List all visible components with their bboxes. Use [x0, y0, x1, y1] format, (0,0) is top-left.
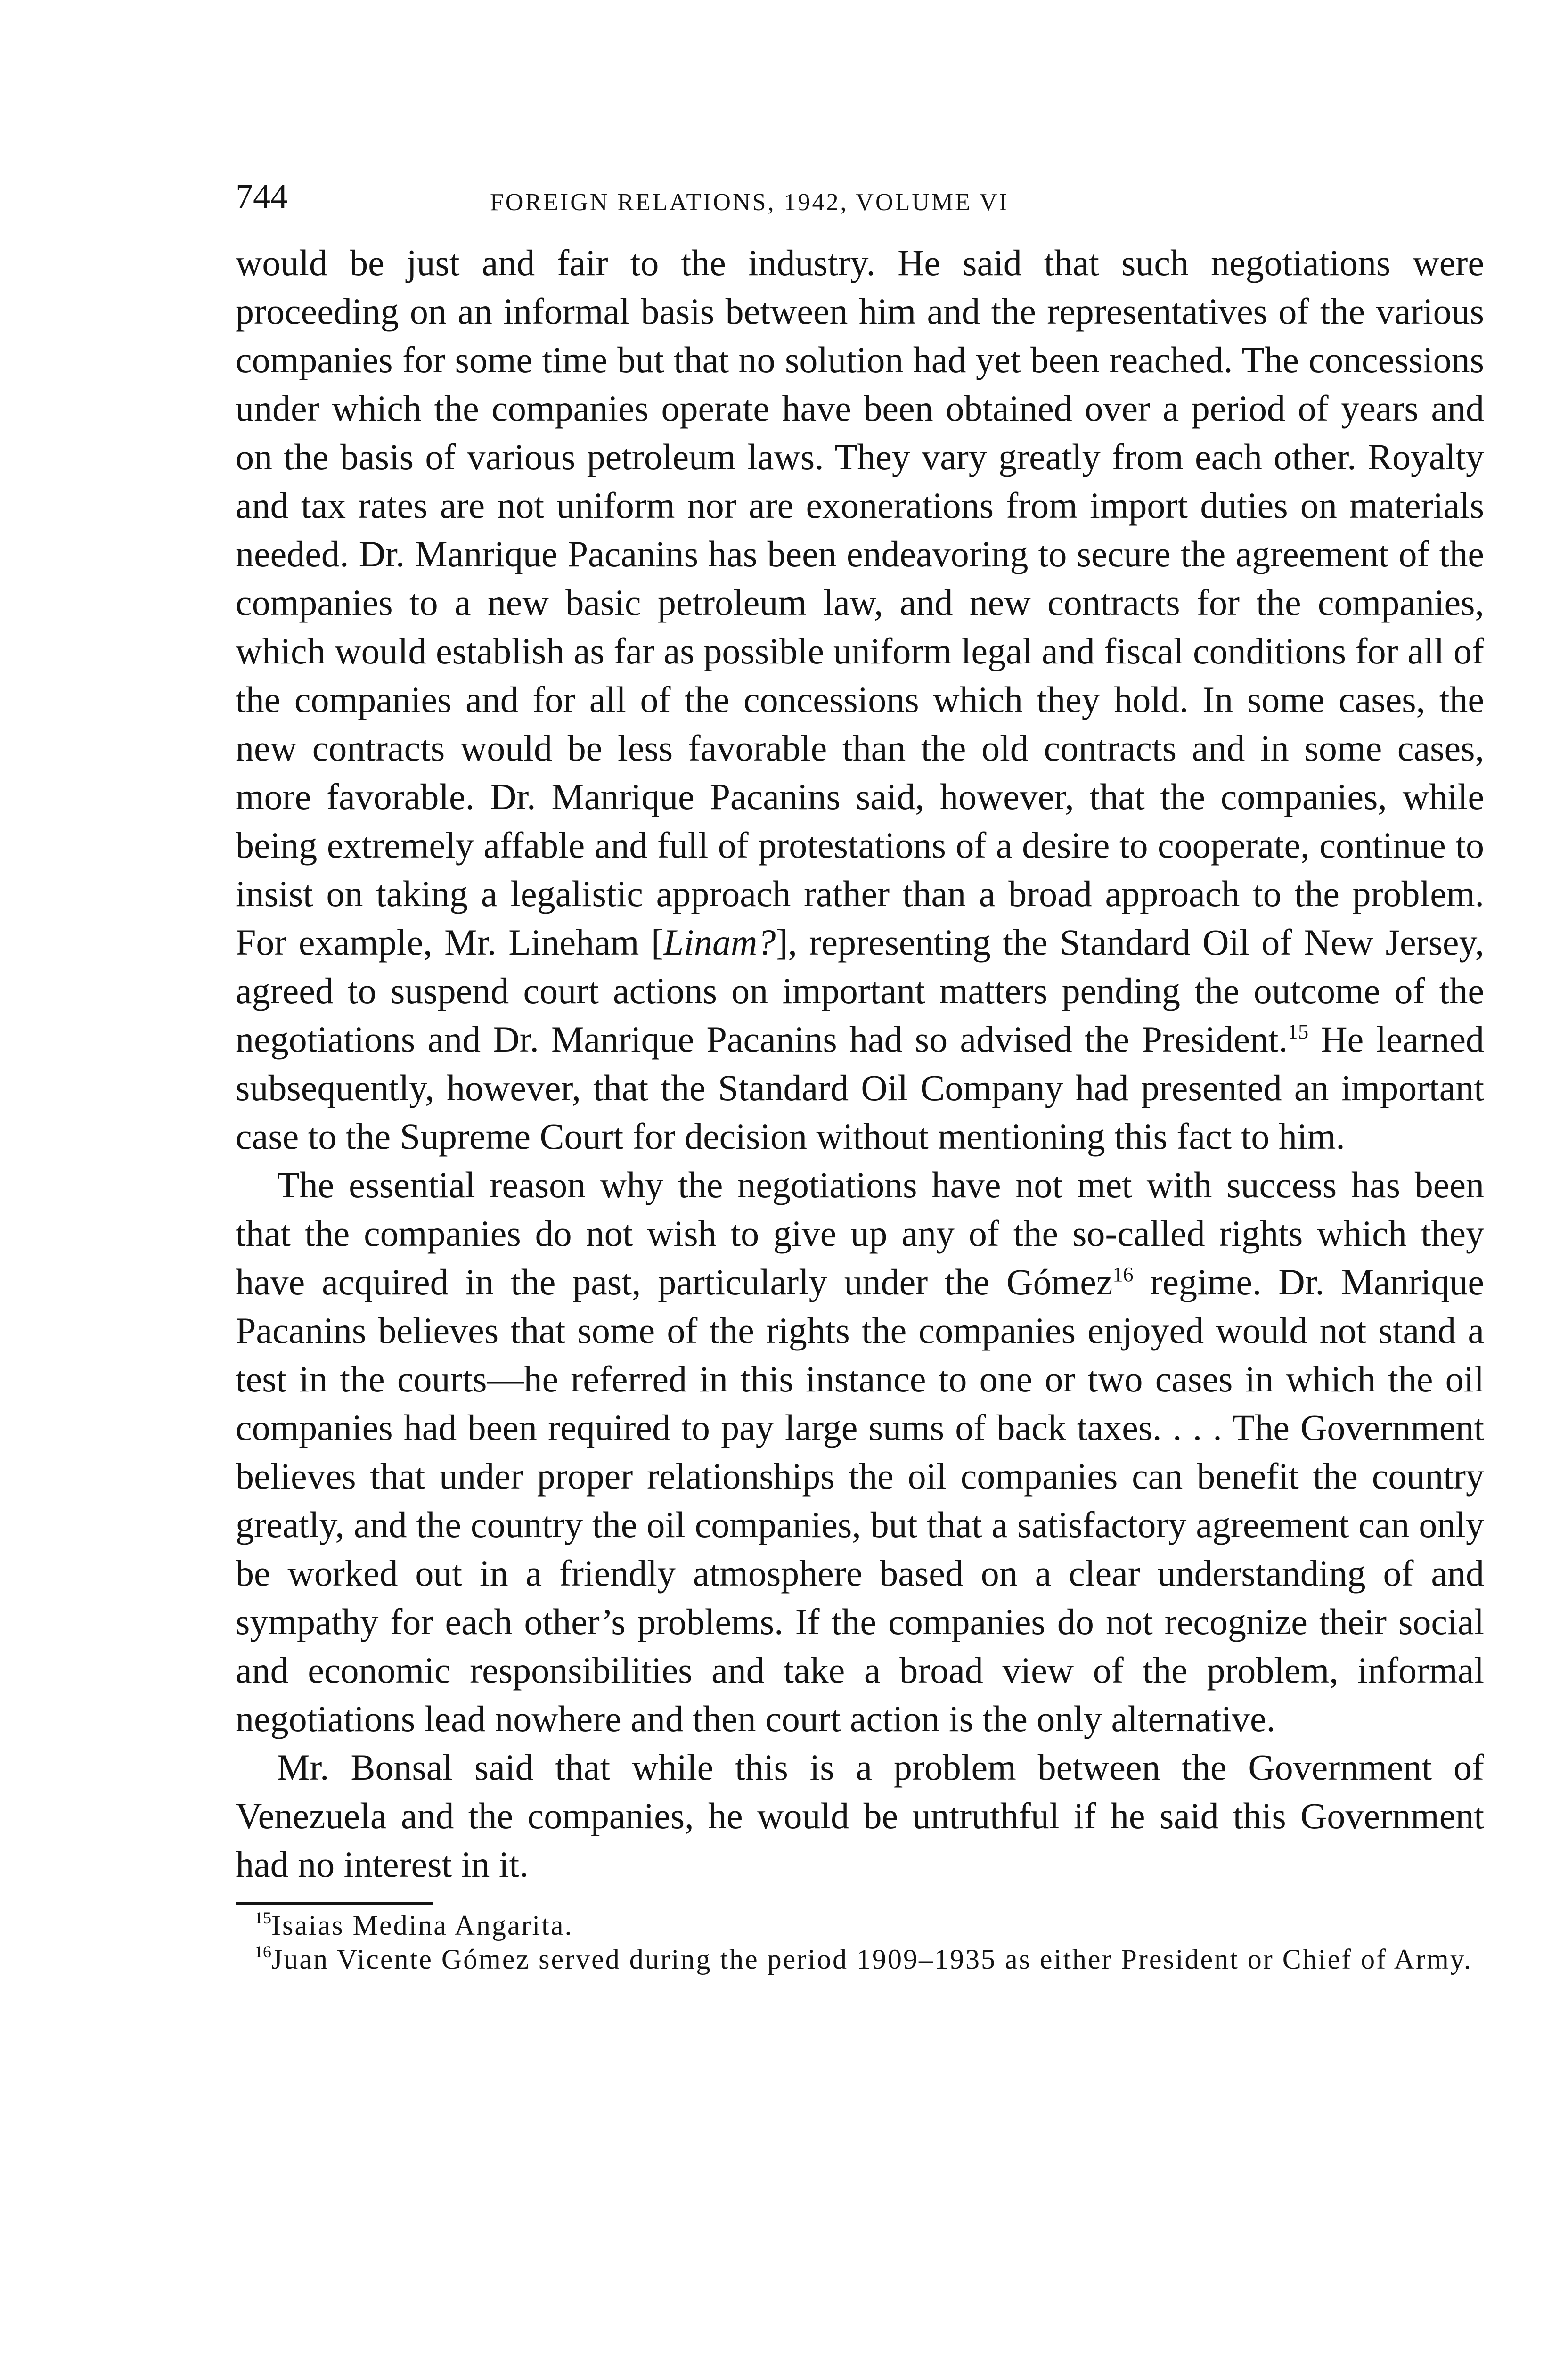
running-head: FOREIGN RELATIONS, 1942, VOLUME VI: [490, 189, 1009, 216]
footnote-text: Juan Vicente Gómez served during the period 1909–1935 as either President or Chief of Army.: [271, 1944, 1472, 1975]
paragraph-2-text-end: regime. Dr. Manrique Pacanins believes that some of the rights the companies enjoyed would not stand a test in the courts—he referred in this instance to one or two cases in which the oil companies had been required to pay large sums of back taxes. . . . The Government believes that under proper relationships the oil companies can benefit the country greatly, and the country the oil companies, but that a satisfactory agreement can only be worked out in a friendly atmosphere based on a clear understanding of and sympathy for each other’s problems. If the companies do not recognize their social and economic responsibilities and take a broad view of the problem, informal negotiations lead nowhere and then court action is the only alternative.: [236, 1261, 1484, 1739]
footnote-16: [236, 1942, 1484, 1976]
footnote-ref-15: 15: [1288, 1020, 1309, 1043]
paragraph-3-text: Mr. Bonsal said that while this is a problem between the Government of Venezuela and the companies, he would be untruthful if he said this Government had no interest in it.: [236, 1747, 1484, 1885]
paragraph-1-text-continued: ], representing the Standard Oil of New Jersey, agreed to suspend court actions on important matters pending the outcome of the negotiations and Dr. Manrique Pacanins had so advised the President.: [236, 922, 1484, 1060]
footnote-ref-16: 16: [1112, 1263, 1134, 1286]
footnote-marker: 16: [254, 1942, 271, 1961]
footnote-divider: [236, 1902, 433, 1905]
footnotes: [236, 1908, 1484, 1976]
page-header: [236, 170, 1484, 236]
footnote-text: Isaias Medina Angarita.: [271, 1910, 573, 1941]
body-text: [236, 238, 1484, 1889]
page-number: 744: [236, 177, 288, 216]
paragraph-1-text: would be just and fair to the industry. He said that such negotiations were proceeding on an informal basis between him and the representatives of the various companies for some time but that no solution had yet been reached. The concessions under which the companies operate have been obtained over a period of years and on the basis of various petroleum laws. They vary greatly from each other. Royalty and tax rates are not uniform nor are exonerations from import duties on materials needed. Dr. Manrique Pacanins has been endeavoring to secure the agreement of the companies to a new basic petroleum law, and new contracts for the companies, which would establish as far as possible uniform legal and fiscal conditions for all of the companies and for all of the concessions which they hold. In some cases, the new contracts would be less favorable than the old contracts and in some cases, more favorable. Dr. Manrique Pacanins said, however, that the companies, while being extremely affable and full of protestations of a desire to cooperate, continue to insist on taking a legalistic approach rather than a broad approach to the problem. For example, Mr. Lineham [: [236, 242, 1484, 963]
paragraph-1-text-end: He learned subsequently, however, that the Standard Oil Company had presented an important case to the Supreme Court for decision without mentioning this fact to him.: [236, 1019, 1484, 1157]
paragraph-3: [236, 1743, 1484, 1889]
footnote-marker: 15: [254, 1908, 271, 1927]
paragraph-2: [236, 1161, 1484, 1743]
document-page: [236, 170, 1484, 1976]
paragraph-2-text: The essential reason why the negotiations have not met with success has been that the companies do not wish to give up any of the so-called rights which they have acquired in the past, particularly under the Gómez: [236, 1164, 1484, 1302]
footnote-15: [236, 1908, 1484, 1942]
italic-insertion: Linam?: [663, 922, 776, 963]
paragraph-1: [236, 238, 1484, 1161]
